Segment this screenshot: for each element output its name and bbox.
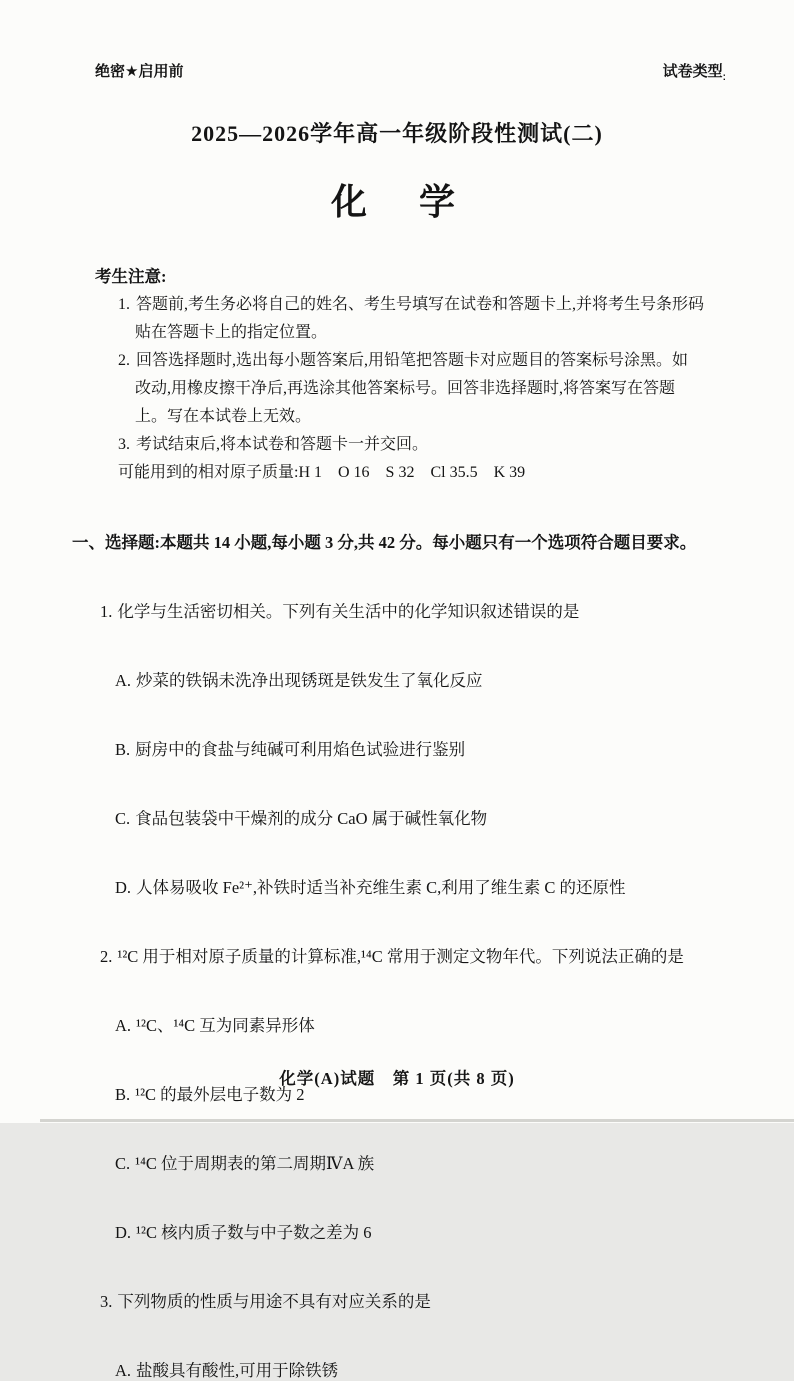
- question-2-number: 2.: [100, 947, 113, 966]
- notice-item-1-line-1: 1. 答题前,考生务必将自己的姓名、考生号填写在试卷和答题卡上,并将考生号条形码: [118, 296, 705, 313]
- question-1-option-b: B. 厨房中的食盐与纯碱可利用焰色试验进行鉴别: [115, 740, 466, 759]
- question-3-number: 3.: [100, 1292, 113, 1311]
- question-2-option-a: A. ¹²C、¹⁴C 互为同素异形体: [115, 1016, 315, 1035]
- notice-heading: 考生注意:: [95, 267, 167, 286]
- notice-item-2-number: 2.: [118, 352, 130, 369]
- notice-item-3-number: 3.: [118, 436, 130, 453]
- notice-item-2-line-2: 改动,用橡皮擦干净后,再选涂其他答案标号。回答非选择题时,将答案写在答题: [135, 380, 676, 397]
- question-1-option-d: D. 人体易吸收 Fe²⁺,补铁时适当补充维生素 C,利用了维生素 C 的还原性: [115, 878, 626, 897]
- notice-item-1-line-2: 贴在答题卡上的指定位置。: [135, 324, 328, 341]
- atomic-masses-line: 可能用到的相对原子质量:H 1 O 16 S 32 Cl 35.5 K 39: [118, 464, 526, 481]
- question-3-stem: 3. 下列物质的性质与用途不具有对应关系的是: [100, 1292, 431, 1311]
- page-footer: 化学(A)试题 第 1 页(共 8 页): [279, 1069, 515, 1088]
- notice-item-3-line-1: 3. 考试结束后,将本试卷和答题卡一并交回。: [118, 436, 429, 453]
- question-3-option-a: A. 盐酸具有酸性,可用于除铁锈: [115, 1361, 339, 1380]
- exam-subject: 化 学: [330, 182, 463, 222]
- scan-edge-artifact: [40, 1119, 794, 1122]
- question-2-option-c: C. ¹⁴C 位于周期表的第二周期ⅣA 族: [115, 1154, 375, 1173]
- candidate-notice: [72, 263, 734, 487]
- page-header: [0, 0, 794, 83]
- notice-item-2-line-3: 上。写在本试卷上无效。: [135, 408, 312, 425]
- question-1-number: 1.: [100, 602, 113, 621]
- paper-type-label: 试卷类型$_:$: [662, 63, 726, 83]
- section-1-heading: 一、选择题:本题共 14 小题,每小题 3 分,共 42 分。每小题只有一个选项符合题目要求。: [72, 533, 697, 552]
- question-1-stem: 1. 化学与生活密切相关。下列有关生活中的化学知识叙述错误的是: [100, 602, 580, 621]
- notice-item-1-number: 1.: [118, 296, 130, 313]
- question-2-stem: 2. ¹²C 用于相对原子质量的计算标准,¹⁴C 常用于测定文物年代。下列说法正确的是: [100, 947, 684, 966]
- security-label: 绝密★启用前: [95, 63, 184, 80]
- notice-item-2-line-1: 2. 回答选择题时,选出每小题答案后,用铅笔把答题卡对应题目的答案标号涂黑。如: [118, 352, 689, 369]
- question-1-option-c: C. 食品包装袋中干燥剂的成分 CaO 属于碱性氧化物: [115, 809, 488, 828]
- question-2-option-b: B. ¹²C 的最外层电子数为 2: [115, 1085, 305, 1104]
- question-1-option-a: A. 炒菜的铁锅未洗净出现锈斑是铁发生了氧化反应: [115, 671, 483, 690]
- exam-title: 2025—2026学年高一年级阶段性测试(二): [191, 121, 603, 146]
- question-2-option-d: D. ¹²C 核内质子数与中子数之差为 6: [115, 1223, 372, 1242]
- paper-type-mark: :: [722, 72, 726, 83]
